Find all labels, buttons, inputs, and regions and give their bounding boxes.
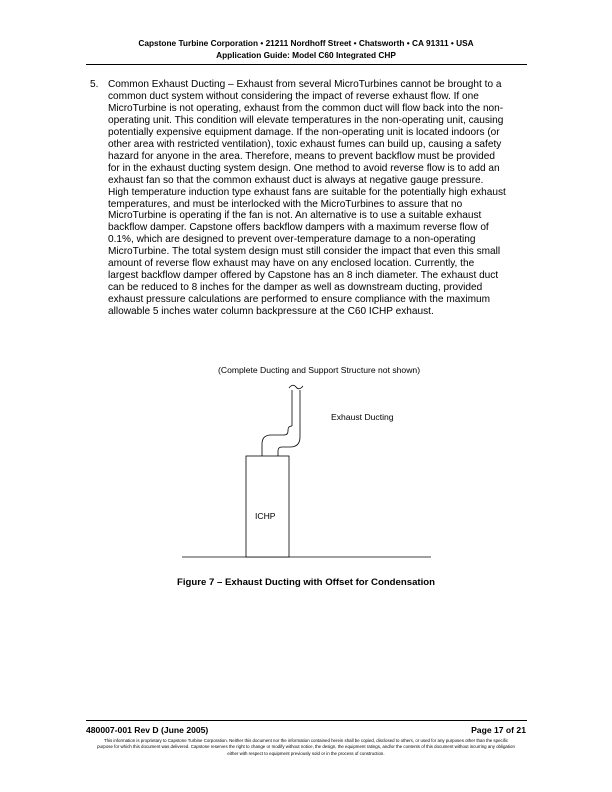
paragraph-line: 0.1%, which are designed to prevent over-temperature damage to a non-operating bbox=[108, 234, 476, 246]
paragraph-line: allowable 5 inches water column backpressure at the C60 ICHP exhaust. bbox=[108, 306, 434, 318]
paragraph-line: Common Exhaust Ducting – Exhaust from several MicroTurbines cannot be brought to a bbox=[108, 79, 502, 90]
paragraph-line: hazard for anyone in the area. Therefore, means to prevent backflow must be provided bbox=[108, 150, 495, 162]
paragraph-line: exhaust fan so that the common exhaust duct is always at negative gauge pressure. bbox=[108, 174, 484, 186]
document-id: 480007-001 Rev D (June 2005) bbox=[86, 725, 209, 735]
paragraph-line: High temperature induction type exhaust fans are suitable for the potentially high exhaust bbox=[108, 186, 506, 198]
ichp-unit-box bbox=[246, 456, 289, 557]
paragraph-line: operating unit. This condition will elevate temperatures in the non-operating unit, causing bbox=[108, 114, 504, 126]
paragraph-line: can be reduced to 8 inches for the damper as well as downstream ducting, provided bbox=[108, 282, 483, 294]
paragraph-line: backflow damper. Capstone offers backflow dampers with a maximum reverse flow of bbox=[108, 222, 489, 234]
page-number: Page 17 of 21 bbox=[471, 725, 526, 735]
paragraph-line: MicroTurbine. The total system design must still consider the impact that even this small bbox=[108, 246, 501, 258]
paragraph-line: potentially expensive equipment damage. If the non-operating unit is located indoors (or bbox=[108, 126, 500, 138]
section-number: 5. bbox=[90, 79, 99, 90]
page-header bbox=[0, 38, 612, 61]
paragraph-line: MicroTurbine is not operating, exhaust from the common duct will flow back into the non- bbox=[108, 102, 504, 114]
section-paragraph bbox=[108, 79, 525, 318]
ichp-label: ICHP bbox=[255, 511, 276, 521]
paragraph-line: temperatures, and must be interlocked with the MicroTurbines to assure that no bbox=[108, 198, 463, 210]
paragraph-line: amount of reverse flow exhaust may have on any enclosed location. Currently, the bbox=[108, 258, 475, 270]
header-divider bbox=[86, 64, 527, 65]
header-guide-title: Application Guide: Model C60 Integrated CHP bbox=[216, 49, 396, 60]
paragraph-line: MicroTurbine is operating if the fan is not. An alternative is to use a suitable exhaust bbox=[108, 210, 482, 222]
ducting-drawing bbox=[0, 360, 612, 580]
paragraph-line: exhaust pressure calculations are performed to ensure compliance with the maximum bbox=[108, 294, 491, 306]
duct-break-symbol bbox=[289, 385, 303, 389]
header-company-line: Capstone Turbine Corporation • 21211 Nordhoff Street • Chatsworth • CA 91311 • USA bbox=[138, 38, 474, 48]
exhaust-ducting-figure bbox=[0, 360, 612, 580]
exhaust-ducting-label: Exhaust Ducting bbox=[331, 412, 394, 422]
paragraph-line: common duct system without considering the impact of reverse exhaust flow. If one bbox=[108, 90, 479, 102]
duct-offset-left bbox=[262, 426, 292, 456]
duct-offset-right bbox=[278, 426, 300, 456]
footer-divider bbox=[86, 720, 527, 721]
figure-note: (Complete Ducting and Support Structure not shown) bbox=[218, 365, 421, 375]
paragraph-line: for in the exhaust ducting system design. One method to avoid reverse flow is to add an bbox=[108, 162, 500, 174]
paragraph-line: largest backflow damper offered by Capstone has an 8 inch diameter. The exhaust duct bbox=[108, 270, 499, 282]
paragraph-line: other area with restricted ventilation), toxic exhaust fumes can build up, causing a safety bbox=[108, 138, 502, 150]
proprietary-disclaimer: This information is proprietary to Capstone Turbine Corporation. Neither this document nor the information contained herein shall be copied, disclosed to others, or used for any purposes other than the specific purpose for which this document was delivered. Capstone reserves the right to change or modify without notice, the design, the equipment ratings, and/or the contents of this document without incurring any obligation either with respect to equipment previously sold or in the process of construction. bbox=[97, 738, 515, 756]
figure-caption: Figure 7 – Exhaust Ducting with Offset for Condensation bbox=[177, 577, 435, 588]
